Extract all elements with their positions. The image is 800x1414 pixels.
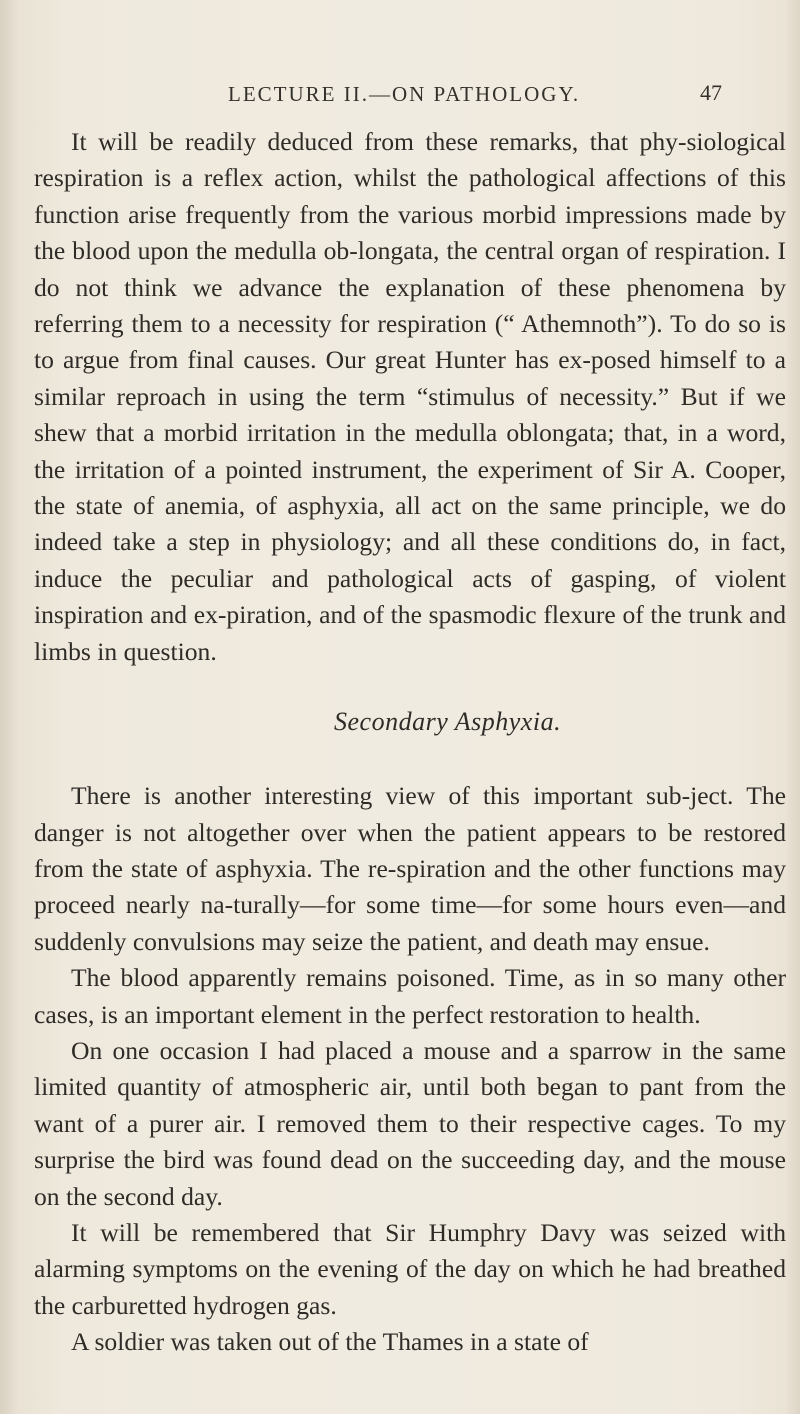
running-title: LECTURE II.—ON PATHOLOGY.	[228, 82, 581, 106]
running-head	[0, 82, 800, 112]
paragraph: A soldier was taken out of the Thames in a state of	[71, 1327, 589, 1357]
page-number: 47	[700, 80, 722, 105]
paragraph: It will be remembered that Sir Humphry Davy was seized with alarming symptoms on the evening of the day on which he had breathed the carburetted hydrogen gas.	[34, 1217, 786, 1320]
page-edge-shadow-right	[786, 0, 800, 1414]
section-heading: Secondary Asphyxia.	[334, 707, 562, 737]
paragraph: The blood apparently remains poisoned. Time, as in so many other cases, is an important element in the perfect restoration to health.	[34, 963, 786, 1029]
paragraph: It will be readily deduced from these remarks, that phy-siological respiration is a reflex action, whilst the pathological affections of this function arise frequently from the various morbid impressions made by the blood upon the medulla ob-longata, the central organ of respiration. I do not think we advance the explanation of these phenomena by referring them to a necessity for respiration (“ Athemnoth”). To do so is to argue from final causes. Our great Hunter has ex-posed himself to a similar reproach in using the term “stimulus of necessity.” But if we shew that a morbid irritation in the medulla oblongata; that, in a word, the irritation of a pointed instrument, the experiment of Sir A. Cooper, the state of anemia, of asphyxia, all act on the same principle, we do indeed take a step in physiology; and all these conditions do, in fact, induce the peculiar and pathological acts of gasping, of violent inspiration and ex-piration, and of the spasmodic flexure of the trunk and limbs in question.	[34, 127, 786, 666]
paragraph: There is another interesting view of this important sub-ject. The danger is not altogether over when the patient appears to be restored from the state of asphyxia. The re-spiration and the other functions may proceed nearly na-turally—for some time—for some hours even—and suddenly convulsions may seize the patient, and death may ensue.	[34, 781, 786, 956]
page-edge-shadow-left	[0, 0, 18, 1414]
paragraph: On one occasion I had placed a mouse and a sparrow in the same limited quantity of atmospheric air, until both began to pant from the want of a purer air. I removed them to their respective cages. To my surprise the bird was found dead on the succeeding day, and the mouse on the second day.	[34, 1035, 786, 1211]
body-text	[34, 124, 786, 1361]
